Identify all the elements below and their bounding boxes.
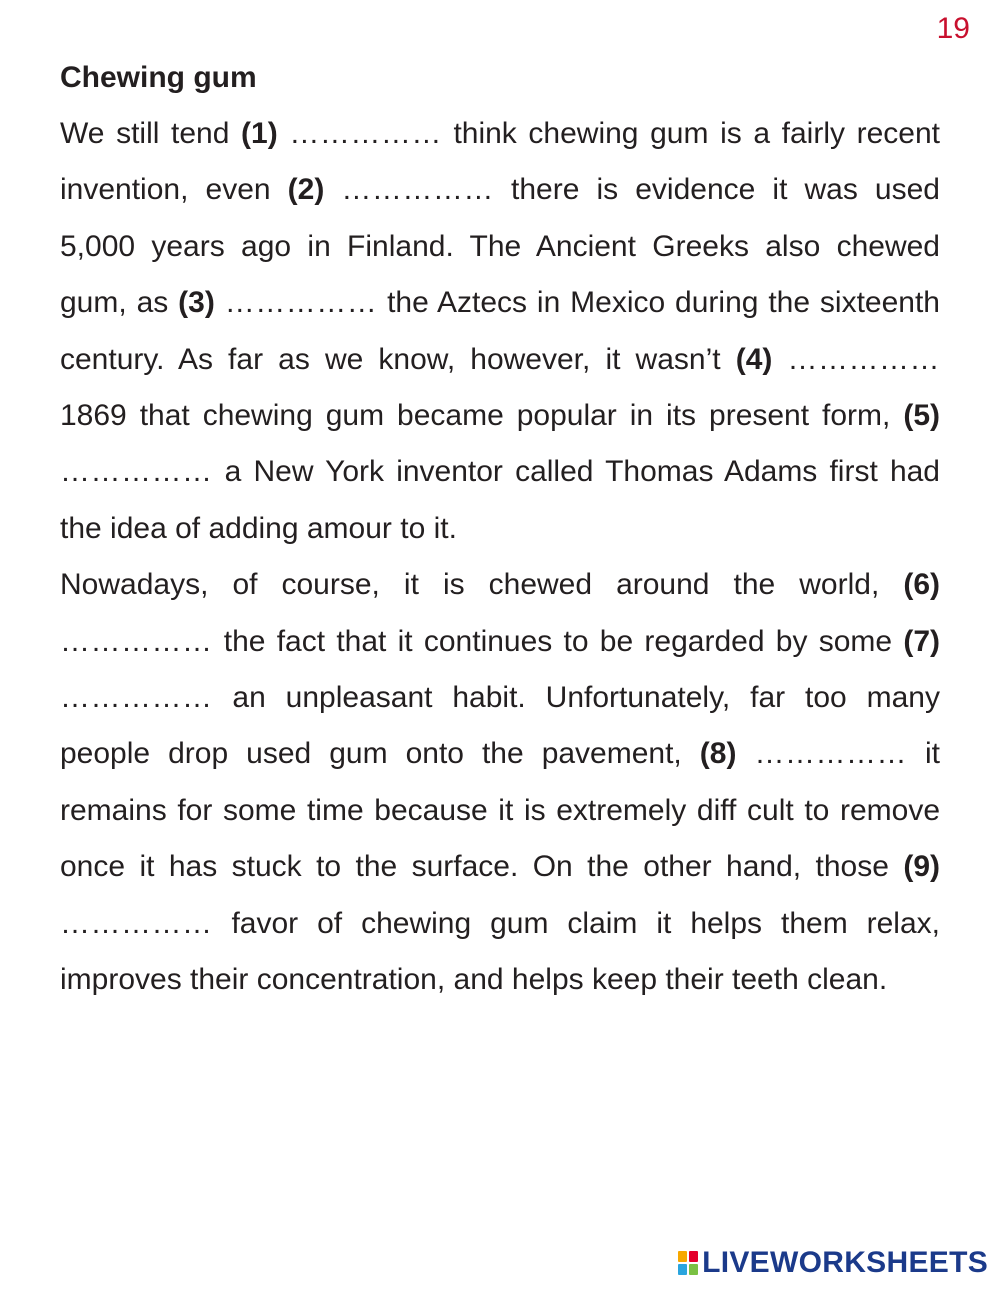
text-segment: favor of chewing gum claim it helps them relax, improves their concentration, and helps keep their teeth clean. xyxy=(60,906,940,997)
liveworksheets-logo-icon xyxy=(678,1251,698,1275)
paragraph-1 xyxy=(60,106,940,557)
gap-number-4: (4) xyxy=(735,342,773,376)
text-segment: the fact that it continues to be regarded by some xyxy=(212,624,904,658)
text-segment: 1869 that chewing gum became popular in its present form, xyxy=(60,399,904,433)
paragraph-2 xyxy=(60,557,940,1008)
gap-number-9: (9) xyxy=(903,850,940,884)
gap-number-6: (6) xyxy=(903,568,940,602)
text-segment: a New York inventor called Thomas Adams first had the idea of adding amour to it. xyxy=(60,455,940,545)
gap-2-blank[interactable]: …………… xyxy=(341,173,494,207)
gap-number-7: (7) xyxy=(903,624,940,658)
text-segment: it remains for some time because it is extremely diff cult to remove once it has stuck to the surface. On the other hand, those xyxy=(60,737,940,884)
gap-3-blank[interactable]: …………… xyxy=(224,286,378,320)
text-segment: there is evidence it was used 5,000 years ago in Finland. The Ancient Greeks also chewed gum, as xyxy=(60,173,940,320)
gap-number-2: (2) xyxy=(287,173,325,207)
page-number: 19 xyxy=(936,12,970,45)
logo-text: LIVEWORKSHEETS xyxy=(702,1246,988,1279)
page-title: Chewing gum xyxy=(60,61,257,94)
text-segment: the Aztecs in Mexico during the sixteenth century. As far as we know, however, it wasn’t xyxy=(60,286,940,376)
text-segment: think chewing gum is a fairly recent invention, even xyxy=(60,117,940,207)
text-segment: an unpleasant habit. Unfortunately, far too many people drop used gum onto the pavement, xyxy=(60,681,940,771)
gap-number-1: (1) xyxy=(241,117,278,150)
gap-5-blank[interactable]: …………… xyxy=(60,455,213,489)
gap-number-3: (3) xyxy=(178,286,215,320)
passage xyxy=(60,106,940,1009)
gap-6-blank[interactable]: …………… xyxy=(60,624,213,658)
gap-number-8: (8) xyxy=(699,737,737,771)
gap-9-blank[interactable]: …………… xyxy=(60,906,213,940)
gap-7-blank[interactable]: …………… xyxy=(60,681,213,715)
gap-number-5: (5) xyxy=(903,399,940,433)
gap-1-blank[interactable]: …………… xyxy=(289,117,442,150)
liveworksheets-logo[interactable] xyxy=(678,1246,988,1280)
text-segment: We still tend xyxy=(60,117,242,150)
gap-8-blank[interactable]: …………… xyxy=(754,737,907,771)
gap-4-blank[interactable]: …………… xyxy=(787,342,940,376)
text-segment: Nowadays, of course, it is chewed around the world, xyxy=(60,568,904,602)
